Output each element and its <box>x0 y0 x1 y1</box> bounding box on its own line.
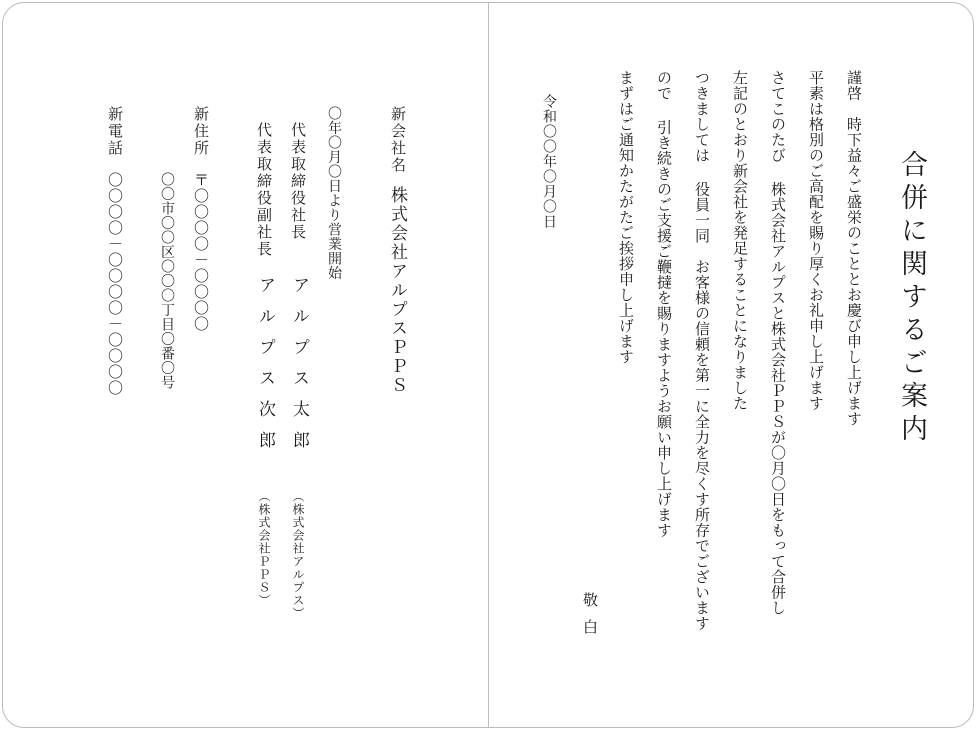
new-company-label: 新会社名 <box>389 106 407 174</box>
letter-line-2: 平素は格別のご高配を賜り厚くお礼申し上げます <box>807 70 825 411</box>
president-label: 代表取締役社長 <box>289 122 307 241</box>
phone-number: 〇〇〇〇－〇〇〇〇－〇〇〇〇 <box>106 172 124 396</box>
president-name: アルプス太郎 <box>289 276 309 462</box>
vice-president-label: 代表取締役副社長 <box>255 122 273 258</box>
postal-code: 〒〇〇〇〇－〇〇〇〇 <box>192 172 210 332</box>
letter-line-3: さてこのたび 株式会社アルプスと株式会社ＰＰＳが〇月〇日をもって合併し <box>769 70 787 616</box>
address-line: 〇〇市〇〇区〇〇〇丁目〇番〇号 <box>159 172 175 390</box>
letter-line-4: 左記のとおり新会社を発足することになりました <box>731 70 749 411</box>
letter-date: 令和〇〇年〇月〇日 <box>541 94 557 229</box>
letter-line-5: つきましては 役員一同 お客様の信頼を第一に全力を尽くす所存でございます <box>693 70 711 631</box>
letter-line-7: まずはご通知かたがたご挨拶申し上げます <box>617 70 635 365</box>
president-company-note: （株式会社アルプス） <box>291 490 305 620</box>
new-address-label: 新住所 <box>192 106 210 157</box>
fold-line <box>488 2 489 728</box>
closing-keihaku: 敬白 <box>581 592 599 646</box>
letter-line-1: 謹啓 時下益々ご盛栄のこととお慶び申し上げます <box>845 70 863 427</box>
vice-president-name: アルプス次郎 <box>255 276 275 462</box>
letter-line-6: ので 引き続きのご支援ご鞭撻を賜りますようお願い申し上げます <box>655 70 673 538</box>
business-start: 〇年〇月〇日より営業開始 <box>326 106 342 280</box>
vice-president-company-note: （株式会社ＰＰＳ） <box>257 490 271 607</box>
new-company-name: 株式会社アルプスＰＰＳ <box>387 186 407 395</box>
document-title: 合併に関するご案内 <box>896 150 927 447</box>
new-phone-label: 新電話 <box>106 106 124 157</box>
